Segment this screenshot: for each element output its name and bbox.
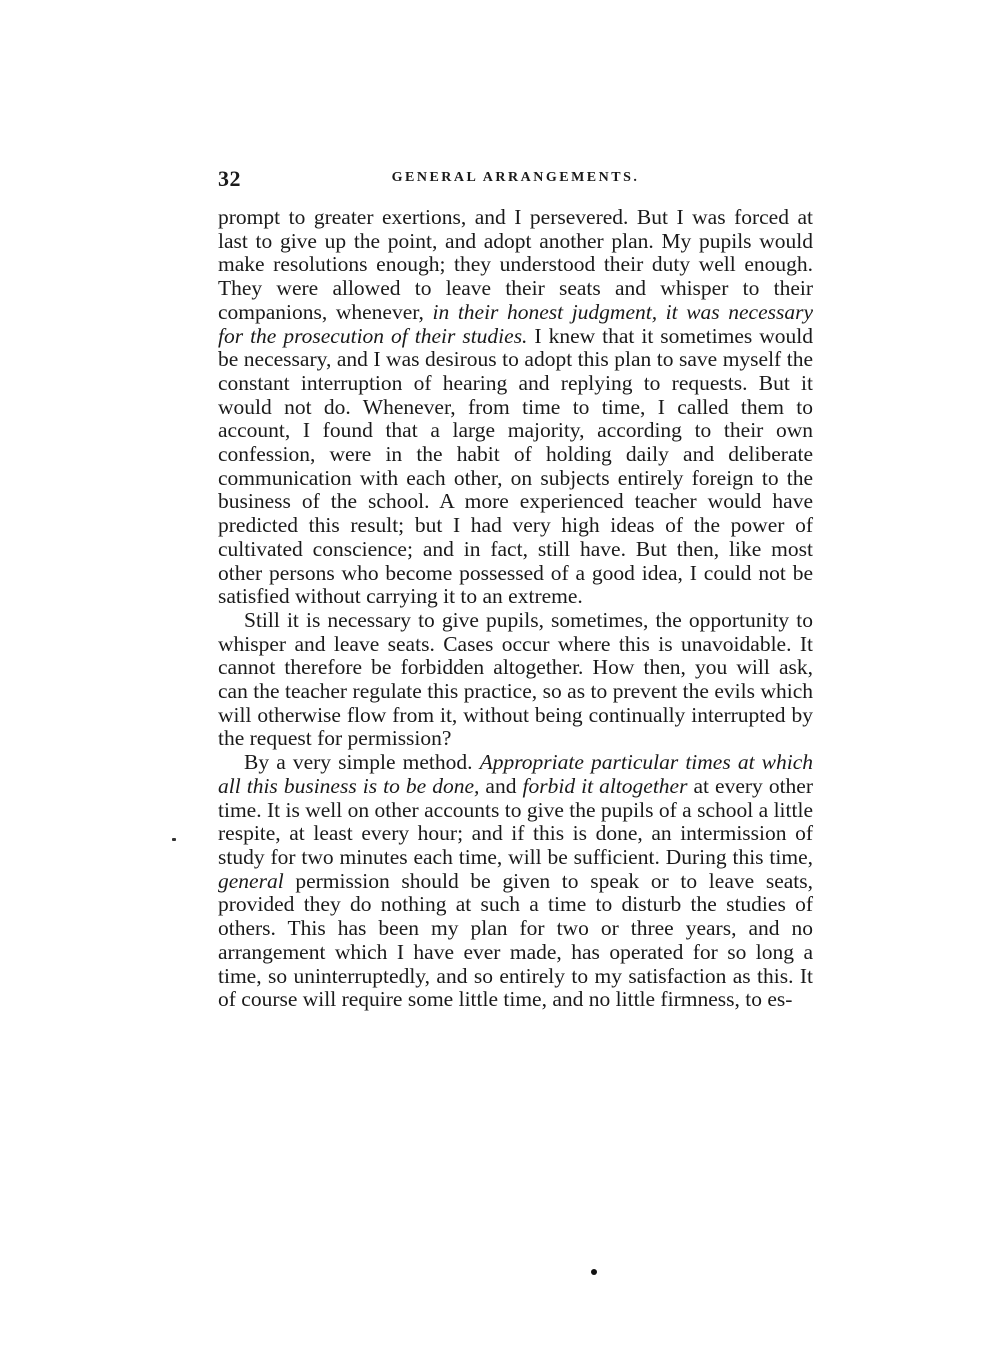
italic-text-run: Appropriate particular times at which all this business is to be done, — [218, 750, 814, 798]
italic-text-run: in their honest judgment, it was necessary for the prosecution of their studies. — [218, 299, 814, 348]
text-run: By a very simple method. — [244, 750, 480, 775]
text-run: Still it is necessary to give pupils, sometimes, the opportunity to whisper and leave seats. Cases occur where this is unavoidable. It cannot therefore be forbidden altogether. How then, you will ask, can the teacher regulate this practice, so as to prevent the evils which will otherwise flow from it, without being continually interrupted by the request for permission? — [218, 607, 813, 751]
page-number: 32 — [218, 166, 241, 191]
body-text — [218, 206, 813, 1012]
paragraph — [218, 206, 813, 609]
text-run: I knew that it sometimes would be necessary, and I was desirous to adopt this plan to save myself the constant interruption of hearing and replying to requests. But it would not do. Whenever, from time to time, I called them to account, I found that a large majority, according to their own confession, were in the habit of holding daily and deliberate communication with each other, on subjects entirely foreign to the business of the school. A more experienced teacher would have predicted this result; but I had very high ideas of the power of cultivated conscience; and in fact, still have. But then, like most other persons who become possessed of a good idea, I could not be satisfied without carrying it to an extreme. — [218, 323, 813, 609]
page-header — [218, 166, 813, 194]
margin-mark — [172, 838, 176, 841]
italic-text-run: general — [218, 868, 284, 893]
paragraph — [218, 751, 813, 1012]
signature-dot — [591, 1269, 597, 1275]
text-run: permission should be given to speak or to leave seats, provided they do nothing at such a time to disturb the studies of others. This has been my plan for two or three years, and no arrangement which I have ever made, has operated for so long a time, so uninterruptedly, and so entirely to my satisfaction as this. It of course will require some little time, and no little firmness, to es- — [218, 868, 813, 1012]
running-head: GENERAL ARRANGEMENTS. — [391, 170, 640, 185]
italic-text-run: forbid it altogether — [522, 773, 688, 798]
text-run: at every other time. It is well on other accounts to give the pupils of a school a little respite, at least every hour; and if this is done, an intermission of study for two minutes each time, will be sufficient. During this time, — [218, 773, 814, 869]
text-run: prompt to greater exertions, and I persevered. But I was forced at last to give up the point, and adopt another plan. My pupils would make resolutions enough; they understood their duty well enough. They were allowed to leave their seats and whisper to their companions, whenever, — [218, 205, 813, 324]
text-run: and — [479, 773, 523, 798]
paragraph — [218, 609, 813, 751]
